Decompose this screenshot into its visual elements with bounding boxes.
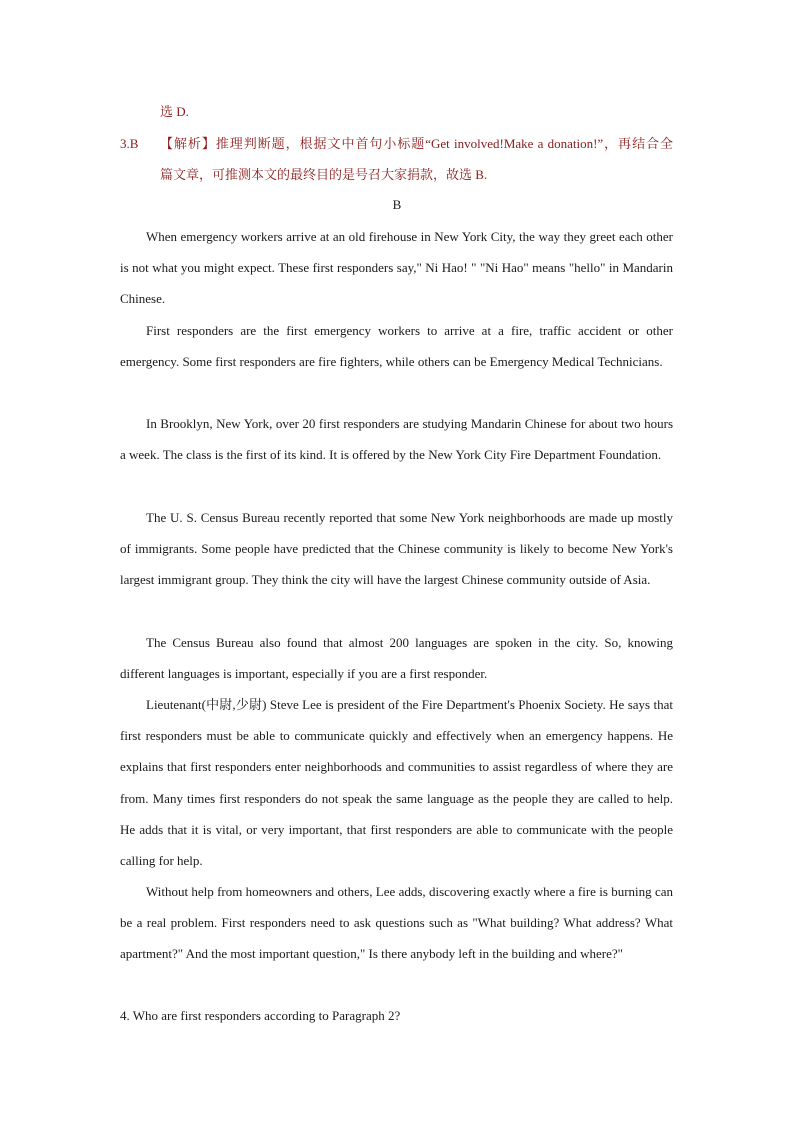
answer-3-explanation-line2: 篇文章，可推测本文的最终目的是号召大家捐款，故选 B. [160,167,488,182]
answer-prev-tail: 选 D. [160,104,189,119]
section-label: B [392,197,402,212]
passage-paragraph-4: The U. S. Census Bureau recently reported that some New York neighborhoods are made up mostly of immigrants. Some people have predicted that the Chinese community is likely to become New York's largest immigrant group. They think the city will have the largest Chinese community outside of Asia. [120,510,673,588]
answer-3-explanation-line1: 【解析】推理判断题，根据文中首句小标题“Get involved!Make a donation!”，再结合全 [160,136,673,151]
passage-paragraph-7: Without help from homeowners and others, Lee adds, discovering exactly where a fire is burning can be a real problem. First responders need to ask questions such as "What building? What address? What apartment?" And the most important question," Is there anybody left in the building and where?" [120,884,673,962]
answer-3-number: 3.B [120,136,139,151]
passage-paragraph-3: In Brooklyn, New York, over 20 first responders are studying Mandarin Chinese for about two hours a week. The class is the first of its kind. It is offered by the New York City Fire Department Foundation. [120,416,673,463]
passage-paragraph-5: The Census Bureau also found that almost 200 languages are spoken in the city. So, knowing different languages is important, especially if you are a first responder. [120,635,673,682]
passage-paragraph-6: Lieutenant(中尉,少尉) Steve Lee is president of the Fire Department's Phoenix Society. He says that first responders must be able to communicate quickly and effectively when an emergency happens. He explains that first responders enter neighborhoods and communities to assist regardless of where they are from. Many times first responders do not speak the same language as the people they are called to help. He adds that it is vital, or very important, that first responders are able to communicate with the people calling for help. [120,697,673,869]
question-4: 4. Who are first responders according to Paragraph 2? [120,1008,401,1023]
passage-paragraph-2: First responders are the first emergency workers to arrive at a fire, traffic accident or other emergency. Some first responders are fire fighters, while others can be Emergency Medical Technicians. [120,323,673,370]
passage-paragraph-1: When emergency workers arrive at an old firehouse in New York City, the way they greet each other is not what you might expect. These first responders say," Ni Hao! " "Ni Hao" means "hello" in Mandarin Chinese. [120,229,673,307]
